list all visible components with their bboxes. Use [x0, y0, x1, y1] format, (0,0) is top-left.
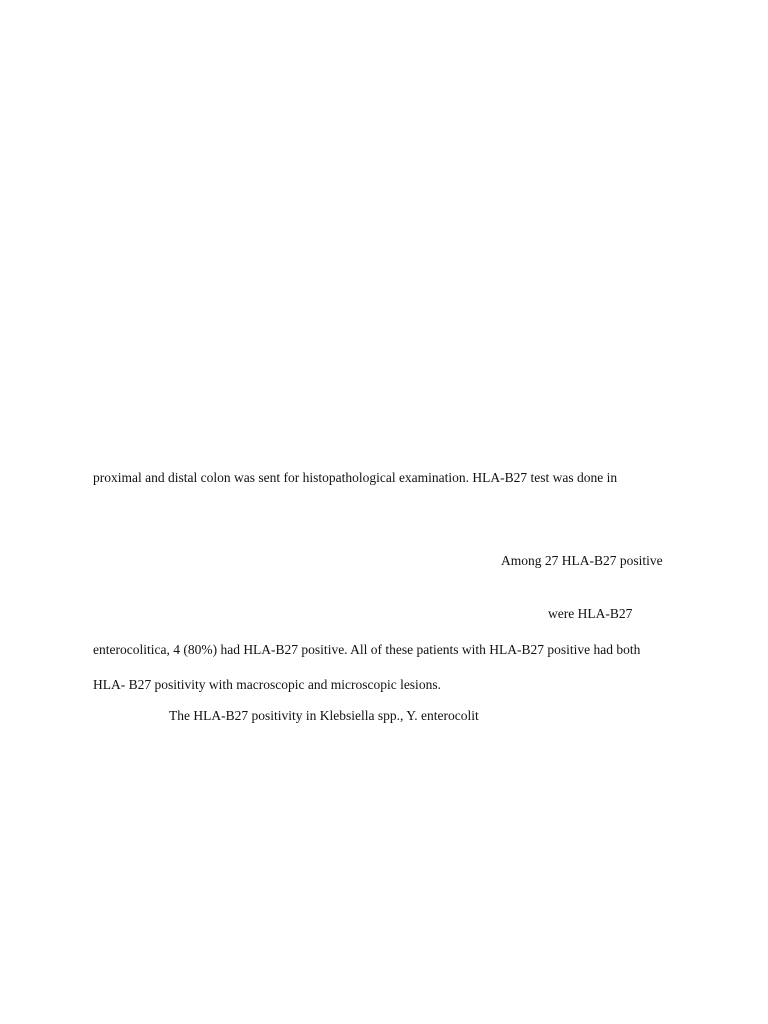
text-line-among-positive: Among 27 HLA-B27 positive: [501, 553, 663, 568]
text-line-were-hla: were HLA-B27: [548, 606, 633, 621]
text-line-klebsiella: The HLA-B27 positivity in Klebsiella spp., Y. enterocolit: [169, 708, 479, 723]
text-line-lesions: HLA- B27 positivity with macroscopic and microscopic lesions.: [93, 677, 441, 692]
text-line-enterocolitica: enterocolitica, 4 (80%) had HLA-B27 positive. All of these patients with HLA-B27 positive had both: [93, 642, 641, 657]
text-line-histopathology: proximal and distal colon was sent for histopathological examination. HLA-B27 test was done in: [93, 470, 618, 485]
